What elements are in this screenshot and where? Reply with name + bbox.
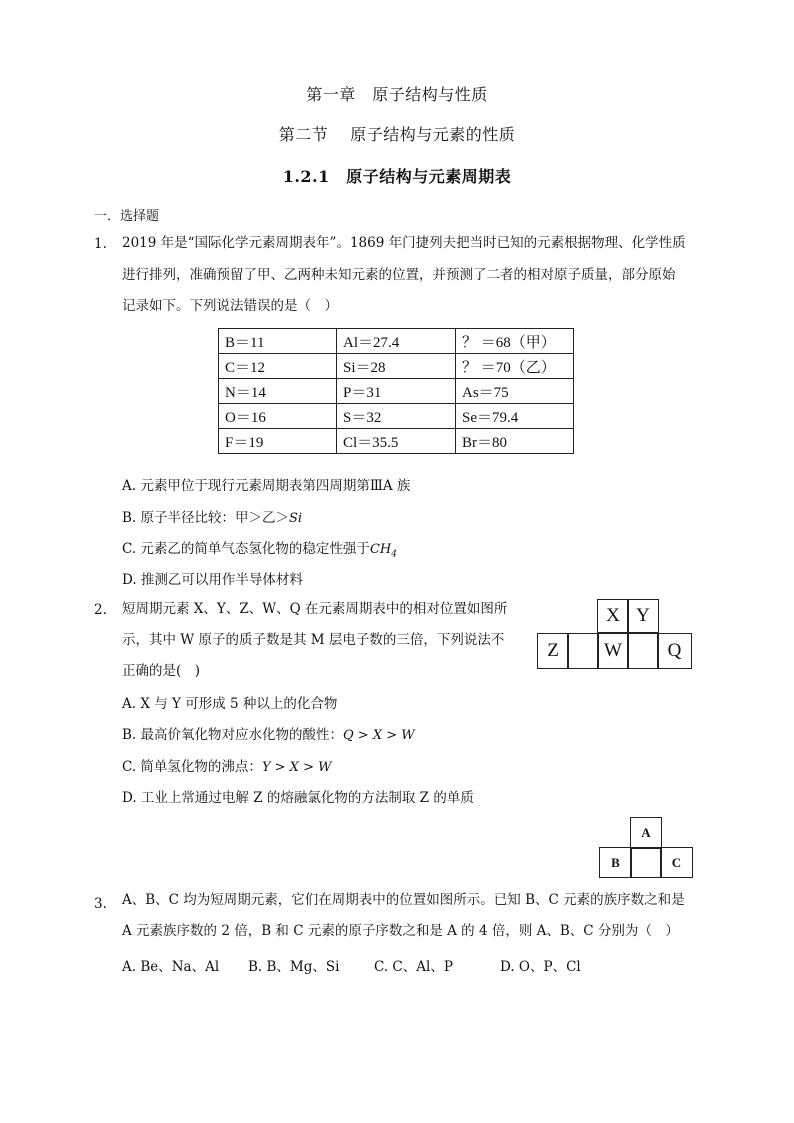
option-d[interactable]: D. O、P、Cl	[500, 959, 581, 975]
option-c-math: CH	[369, 542, 392, 557]
option-b-text: B. 原子半径比较：甲＞乙＞	[122, 510, 290, 526]
table-cell: O＝16	[219, 404, 337, 429]
table-cell: C＝12	[219, 354, 337, 379]
question-text-line: 示，其中 W 原子的质子数是其 M 层电子数的三倍，下列说法不	[122, 632, 505, 648]
option-c-math: Y > X > W	[261, 760, 332, 775]
table-cell: P＝31	[337, 379, 456, 404]
grid-cell-c: C	[660, 847, 693, 878]
question-text-line: A 元素族序数的 2 倍，B 和 C 元素的原子序数之和是 A 的 4 倍，则 A、B、C 分别为（ ）	[122, 923, 679, 939]
grid-cell-y: Y	[627, 599, 659, 633]
option-b-math: Q > X > W	[343, 728, 415, 743]
table-cell: B＝11	[219, 329, 337, 354]
question-text-line: 记录如下。下列说法错误的是（ ）	[122, 298, 338, 314]
grid-cell-z: Z	[537, 633, 569, 669]
table-cell: F＝19	[219, 429, 337, 454]
option-b-math: Si	[289, 511, 303, 526]
grid-cell-w: W	[597, 633, 629, 669]
grid-cell-x: X	[597, 599, 629, 633]
option-c-text: C. 元素乙的简单气态氢化物的稳定性强于	[122, 541, 370, 557]
table-cell: S＝32	[337, 404, 456, 429]
table-row	[219, 329, 574, 354]
chapter-title: 第一章 原子结构与性质	[306, 85, 488, 104]
option-a[interactable]: A. X 与 Y 可形成 5 种以上的化合物	[122, 696, 338, 712]
option-c-subscript: 4	[391, 549, 397, 560]
option-b[interactable]: B. B、Mg、Si	[248, 959, 340, 975]
option-c[interactable]	[122, 537, 397, 560]
option-c-text: C. 简单氢化物的沸点：	[122, 759, 262, 775]
question-text-line: 2019 年是“国际化学元素周期表年”。1869 年门捷列夫把当时已知的元素根据物理、化学性质	[122, 235, 686, 251]
question-text-line: A、B、C 均为短周期元素，它们在周期表中的位置如图所示。已知 B、C 元素的族序数之和是	[122, 892, 685, 908]
grid-cell-q: Q	[657, 633, 692, 669]
table-row	[219, 429, 574, 454]
table-cell: Si＝28	[337, 354, 456, 379]
table-cell: ？ ＝68（甲）	[456, 329, 574, 354]
grid-cell-empty	[627, 633, 659, 669]
option-b[interactable]	[122, 723, 415, 743]
table-cell: Se＝79.4	[456, 404, 574, 429]
option-d[interactable]: D. 推测乙可以用作半导体材料	[122, 572, 303, 588]
grid-cell-empty	[567, 633, 599, 669]
section-title: 第二节 原子结构与元素的性质	[278, 125, 516, 144]
option-a[interactable]: A. 元素甲位于现行元素周期表第四周期第ⅢA 族	[122, 478, 411, 494]
question-number: 2.	[94, 602, 107, 618]
question-number: 1.	[94, 236, 107, 252]
table-cell: As＝75	[456, 379, 574, 404]
table-cell: Al＝27.4	[337, 329, 456, 354]
question-text-line: 短周期元素 X、Y、Z、W、Q 在元素周期表中的相对位置如图所	[122, 601, 508, 617]
option-b[interactable]	[122, 506, 302, 526]
option-d[interactable]: D. 工业上常通过电解 Z 的熔融氯化物的方法制取 Z 的单质	[122, 790, 474, 806]
question-text-line: 进行排列，准确预留了甲、乙两种未知元素的位置，并预测了二者的相对原子质量，部分原始	[122, 267, 676, 283]
grid-cell-b: B	[599, 847, 632, 878]
table-row	[219, 354, 574, 379]
option-c[interactable]: C. C、Al、P	[374, 959, 453, 975]
question-text-line: 正确的是( )	[122, 663, 201, 679]
option-c[interactable]	[122, 755, 331, 775]
grid-cell-empty	[630, 847, 662, 878]
option-a[interactable]: A. Be、Na、Al	[122, 959, 220, 975]
table-cell: Cl＝35.5	[337, 429, 456, 454]
element-table	[218, 328, 574, 454]
table-cell: ？ ＝70（乙）	[456, 354, 574, 379]
table-row	[219, 404, 574, 429]
grid-cell-a: A	[630, 817, 662, 849]
table-row	[219, 379, 574, 404]
table-cell: N＝14	[219, 379, 337, 404]
option-b-text: B. 最高价氧化物对应水化物的酸性：	[122, 727, 344, 743]
question-number: 3.	[94, 896, 107, 912]
section-label: 一．选择题	[94, 209, 160, 224]
lesson-title: 1.2.1 原子结构与元素周期表	[282, 167, 512, 186]
table-cell: Br＝80	[456, 429, 574, 454]
